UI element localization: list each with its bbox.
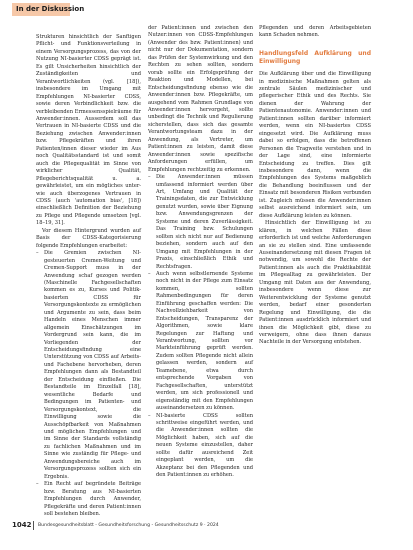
paragraph: Pflegenden und deren Arbeitsgebieten kann Schaden nehmen. [259, 25, 371, 39]
recommendation-list [36, 250, 141, 518]
page-header [0, 0, 413, 16]
footer-divider [33, 521, 34, 530]
text-column-2 [148, 25, 253, 480]
list-item: – NI-basierte CDSS sollten schrittweise eingeführt werden, und die Anwender:innen sollten die Möglichkeit haben, sich auf die neuen Systeme einzustellen, daher sollte dafür ausreichend Zeit eingeplant werden, um die Akzeptanz bei den Pflegenden und den Patient:innen zu erhöhen. [148, 413, 253, 480]
list-item: – Die Gremien zwischen NI-gesteuerten Cremen-Weitung und Cremen-Support muss in der Anwendung schaf gezogen werden (Maschinelle Fachgesellschaften kommen es zu, Kurses und Politik-basierten CDSS für Versorgungskontexte zu ermöglichen und Argumente zu sein, dass beim Handeln eines Menschen immer allgemein Einschätzungen im Vordergrund sein kann, die im Vorliegenden der Entscheidungsfindung eine Unterstützung von CDSS auf Arbeits- und Fachebene hervorheben, deren Empfehlungen dann als Bestandteil der Entscheidung einfließen. Die Bestandteile im Einzelfall [18], wesentliche Bedarfe und Bedingungen im Patienten- und Versorgungskontext, die Einwilligung sowie die Ausschöpfbarkeit von Maßnahmen und möglichen Empfehlungen und im Sinne der Standards vollständig zu fachlichen Maßnahmen und im Sinne wie zuständig für Pflege- und Anwendungsbereiche auch im Versorgungsprozess sollten sich ein Ergebnis. [36, 250, 141, 481]
list-item: – Die Anwender:innen müssen umfassend informiert werden über Art, Umfang und Qualität der Trainingsdaten, die zur Entwicklung genutzt wurden, sowie über Eignung bzw. Anwendungsgrenzen der Systeme und deren Zuverlässigkeit. Das Training bzw. Schulungen sollten sich nicht nur auf Bedienung beziehen, sondern auch auf den Umgang mit Empfehlungen in der Praxis, einschließlich Ethik und Rechtsfragen. [148, 174, 253, 271]
page-number: 1042 [12, 521, 32, 529]
paragraph: Die Aufklärung über und die Einwilligung in medizinische Maßnahmen gelten als zentrale Säulen medizinischer und pflegerischer Ethik und des Rechts. Sie dienen der Wahrung der Patientenautonomie. Anwender:innen und Patient:innen sollten darüber informiert werden, wenn ein NI-basiertes CDSS eingesetzt wird. Die Aufklärung muss dabei so erfolgen, dass die betroffenen Personen die Tragweite verstehen und in der Lage sind, eine informierte Entscheidung zu treffen. Dies gilt insbesondere dann, wenn die Empfehlungen des Systems maßgeblich die Behandlung beeinflussen und der Einsatz mit besonderen Risiken verbunden ist. Zugleich müssen die Anwender:innen selbst ausreichend informiert sein, um diese Aufklärung leisten zu können. [259, 71, 371, 219]
list-item: – Auch wenn selbstlernende Systeme noch nicht in der Pflege zum Einsatz kommen, sollten Rahmenbedingungen für deren Einführung geschaffen werden: Die Nachvollziehbarkeit von Entscheidungen, Transparenz der Algorithmen, sowie klare Regelungen zur Haftung und Verantwortung, sollten vor Markteinführung geprüft werden. Zudem sollten Pflegende nicht allein gelassen werden, sondern auf Teamebene, etwa durch entsprechende Vorgaben von Fachgesellschaften, unterstützt werden, um sich professionell und eigenständig mit den Empfehlungen auseinandersetzen zu können. [148, 271, 253, 413]
paragraph: Strukturen hinsichtlich der Sanftigen Pflicht- und Funktionsverteilung in einem Versorgungsprozess, das von der Nutzung NI-basierter CDSS geprägt ist. Es gilt Unsicherheiten hinsichtlich der Zuständigkeiten und Verantwortlichkeiten (vgl. [18]), insbesondere im Umgang mit Empfehlungen NI-basierter CDSS, sowie deren Verbindlichkeit bzw. die verbleibenden Ermessensspielräume für Anwender:innen. Ausserdem soll das Vertrauen in NI-basierte CDSS und die Beziehung zwischen Anwender:innen bzw. Pflegekräften und ihren Patienten/innen dieser wieder im Aus noch Qualitätsstandard ist und somit auch die Pflegequalität im Sinne von wirklicher Qualität, Pflegeberichtsqualität u. a. gewährleistet, um ein mögliches unter- wie auch überzogenes Vertrauen in CDSS (auch 'automation bias', [18]) einschließlich Definition der Beziehung zu Pflege und Pflegende umsetzen [vgl. 18–19, 31]. [36, 34, 141, 227]
paragraph: Hinsichtlich der Einwilligung ist zu klären, in welchen Fällen diese erforderlich ist und welche Anforderungen an sie zu stellen sind. Eine umfassende Auseinandersetzung mit diesen Fragen ist notwendig, um sowohl die Rechte der Patient:innen als auch die Praktikabilität im Pflegealltag zu gewährleisten. Der Umgang mit Daten aus der Anwendung, insbesondere wenn diese zur Weiterentwicklung der Systeme genutzt werden, bedarf einer gesonderten Regelung und Einwilligung, die die Patient:innen ausdrücklich informiert und ihnen die Möglichkeit gibt, diese zu verweigern, ohne dass ihnen daraus Nachteile in der Versorgung entstehen. [259, 220, 371, 346]
journal-citation: Bundesgesundheitsblatt - Gesundheitsforschung - Gesundheitsschutz 9 · 2024 [38, 523, 219, 528]
text-column-3 [259, 25, 371, 347]
list-item: – Ein Recht auf begründete Beiträge bzw. Beratung aus NI-basierten Empfehlungen durch Anwender, Pflegekräfte und deren Patient:innen soll bestehen bleiben. [36, 481, 141, 518]
section-label: In der Diskussion [16, 5, 85, 13]
section-subheading: Handlungsfeld Aufklärung und Einwilligung [259, 49, 371, 65]
paragraph: der Patient:innen und zwischen den Nutzer:innen von CDSS-Empfehlungen (Anwender des bzw. Patient:innen) und nicht nur der Dokumentation, sondern das Prüfen der Systemwirkung und den Rechten zu sehen sollten, sondern vorab sollte ein Erfolgsprüfung der Reaktion und Modellen, bei Entscheidungsfindung ebenso wie die Anwender:innen bzw. Pflegekräfte, um ausgehend vom Rahmen Grundlage von Anwender:innen hervorgeht, sollte unbedingt die Technik und Regulierung sicherstellen, dass sich das gesamte Verantwortungsteam dazu in der Anwendung, als Vertreter, um Patient:innen zu leisten, damit diese Anwender:innen sowie spezifische Anforderungen erfüllen, um Empfehlungen rechtzeitig zu erkennen. [148, 25, 253, 173]
text-column-1 [36, 34, 141, 518]
recommendation-list [148, 174, 253, 480]
page-footer [0, 520, 413, 532]
paragraph: Vor diesem Hintergrund wurden auf Basis der CDSS-Kategorisierung folgende Empfehlungen erarbeitet: [36, 227, 141, 249]
section-tab [12, 3, 85, 16]
